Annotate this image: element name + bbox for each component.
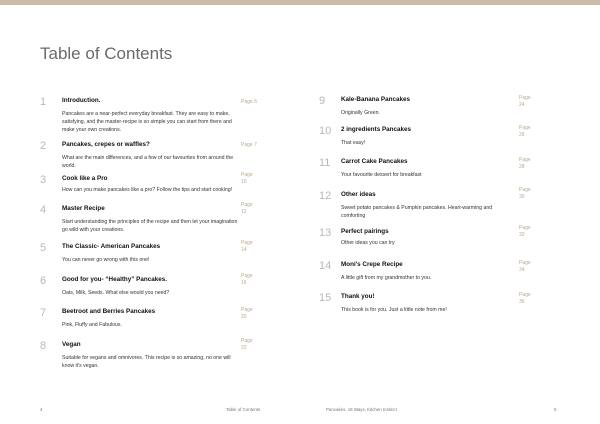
entry-title: Good for you- “Healthy” Pancakes. — [62, 276, 167, 283]
entry-description: How can you make pancakes like a pro? Follow the tips and start cooking! — [62, 187, 233, 193]
entry-page: Page 36 — [519, 292, 531, 305]
entry-description: That easy! — [341, 140, 366, 146]
entry-number: 1 — [40, 96, 47, 108]
entry-title: 2 ingredients Pancakes — [341, 126, 411, 133]
entry-number: 4 — [40, 204, 47, 216]
page-title: Table of Contents — [40, 44, 173, 63]
entry-title: Pancakes, crepes or waffles? — [62, 141, 150, 148]
entry-description: Other ideas you can try — [341, 240, 395, 246]
entry-description: Oats, Milk, Seeds. What else would you need? — [62, 290, 170, 296]
entry-page: Page 34 — [519, 260, 531, 273]
entry-title: Kale-Banana Pancakes — [341, 96, 410, 103]
entry-title: Other ideas — [341, 191, 376, 198]
entry-description: Originally Green. — [341, 110, 380, 116]
entry-description: What are the main differences, and a few of our favourites from around the world. — [62, 155, 234, 170]
entry-page: Page 30 — [519, 187, 531, 200]
entry-page: Page 12 — [241, 202, 253, 215]
entry-page: Page 16 — [241, 273, 253, 286]
footer-left-label: Table of Contents — [226, 407, 261, 412]
entry-title: Thank you! — [341, 293, 375, 300]
entry-page: Page 32 — [519, 225, 531, 238]
entry-description: You can never go wrong with this one! — [62, 257, 150, 263]
entry-number: 3 — [40, 174, 47, 186]
entry-page: Page 20 — [241, 307, 253, 320]
entry-title: Introduction. — [62, 97, 101, 104]
entry-page: Page 22 — [241, 338, 253, 351]
entry-page: Page 7 — [241, 142, 257, 148]
entry-title: Vegan — [62, 341, 81, 348]
entry-title: Beetroot and Berries Pancakes — [62, 308, 156, 315]
entry-page: Page 28 — [519, 157, 531, 170]
entry-number: 10 — [319, 125, 332, 137]
entry-number: 11 — [319, 157, 331, 169]
entry-number: 6 — [40, 275, 47, 287]
entry-title: Carrot Cake Pancakes — [341, 158, 408, 165]
footer-right-label: Pancakes. 19 Ways. Kitchen Instinct — [326, 407, 397, 412]
entry-page: Page 6 — [241, 99, 257, 105]
entry-title: Perfect pairings — [341, 228, 389, 235]
entry-number: 8 — [40, 340, 47, 352]
entry-page: Page 26 — [519, 125, 531, 138]
entry-title: Moni's Crepe Recipe — [341, 261, 403, 268]
top-accent-bar — [0, 0, 600, 5]
entry-number: 5 — [40, 242, 47, 254]
entry-number: 14 — [319, 260, 332, 272]
entry-description: Your favourite dessert for breakfast — [341, 172, 422, 178]
entry-number: 9 — [319, 95, 326, 107]
entry-number: 15 — [319, 292, 332, 304]
entry-description: A little gift from my grandmother to you. — [341, 275, 432, 281]
entry-number: 7 — [40, 307, 47, 319]
entry-title: The Classic- American Pancakes — [62, 243, 161, 250]
entry-description: Sweet potato pancakes & Pumpkin pancakes. Heart-warming and comforting — [341, 205, 493, 220]
entry-description: Suitable for vegans and omnivores. This recipe is so amazing, no one will know it's vegan. — [62, 355, 231, 370]
footer-right-page-number: 5 — [554, 407, 557, 412]
entry-title: Cook like a Pro — [62, 175, 108, 182]
entry-description: Pancakes are a near-perfect everyday breakfast. They are easy to make, satisfying, and the master-recipe is so simple you can start from there and make your own creations. — [62, 111, 232, 134]
entry-description: This book is for you. Just a little note from me! — [341, 307, 447, 313]
entry-title: Master Recipe — [62, 205, 105, 212]
entry-number: 13 — [319, 227, 332, 239]
entry-page: Page 14 — [241, 240, 253, 253]
entry-description: Pink, Fluffy and Fabulous. — [62, 322, 122, 328]
entry-page: Page 24 — [519, 95, 531, 108]
entry-number: 12 — [319, 190, 332, 202]
entry-description: Start understanding the principles of the recipe and then let your imagination go wild with your creations. — [62, 219, 238, 234]
entry-page: Page 10 — [241, 172, 253, 185]
footer-left-page-number: 4 — [40, 407, 43, 412]
entry-number: 2 — [40, 140, 47, 152]
